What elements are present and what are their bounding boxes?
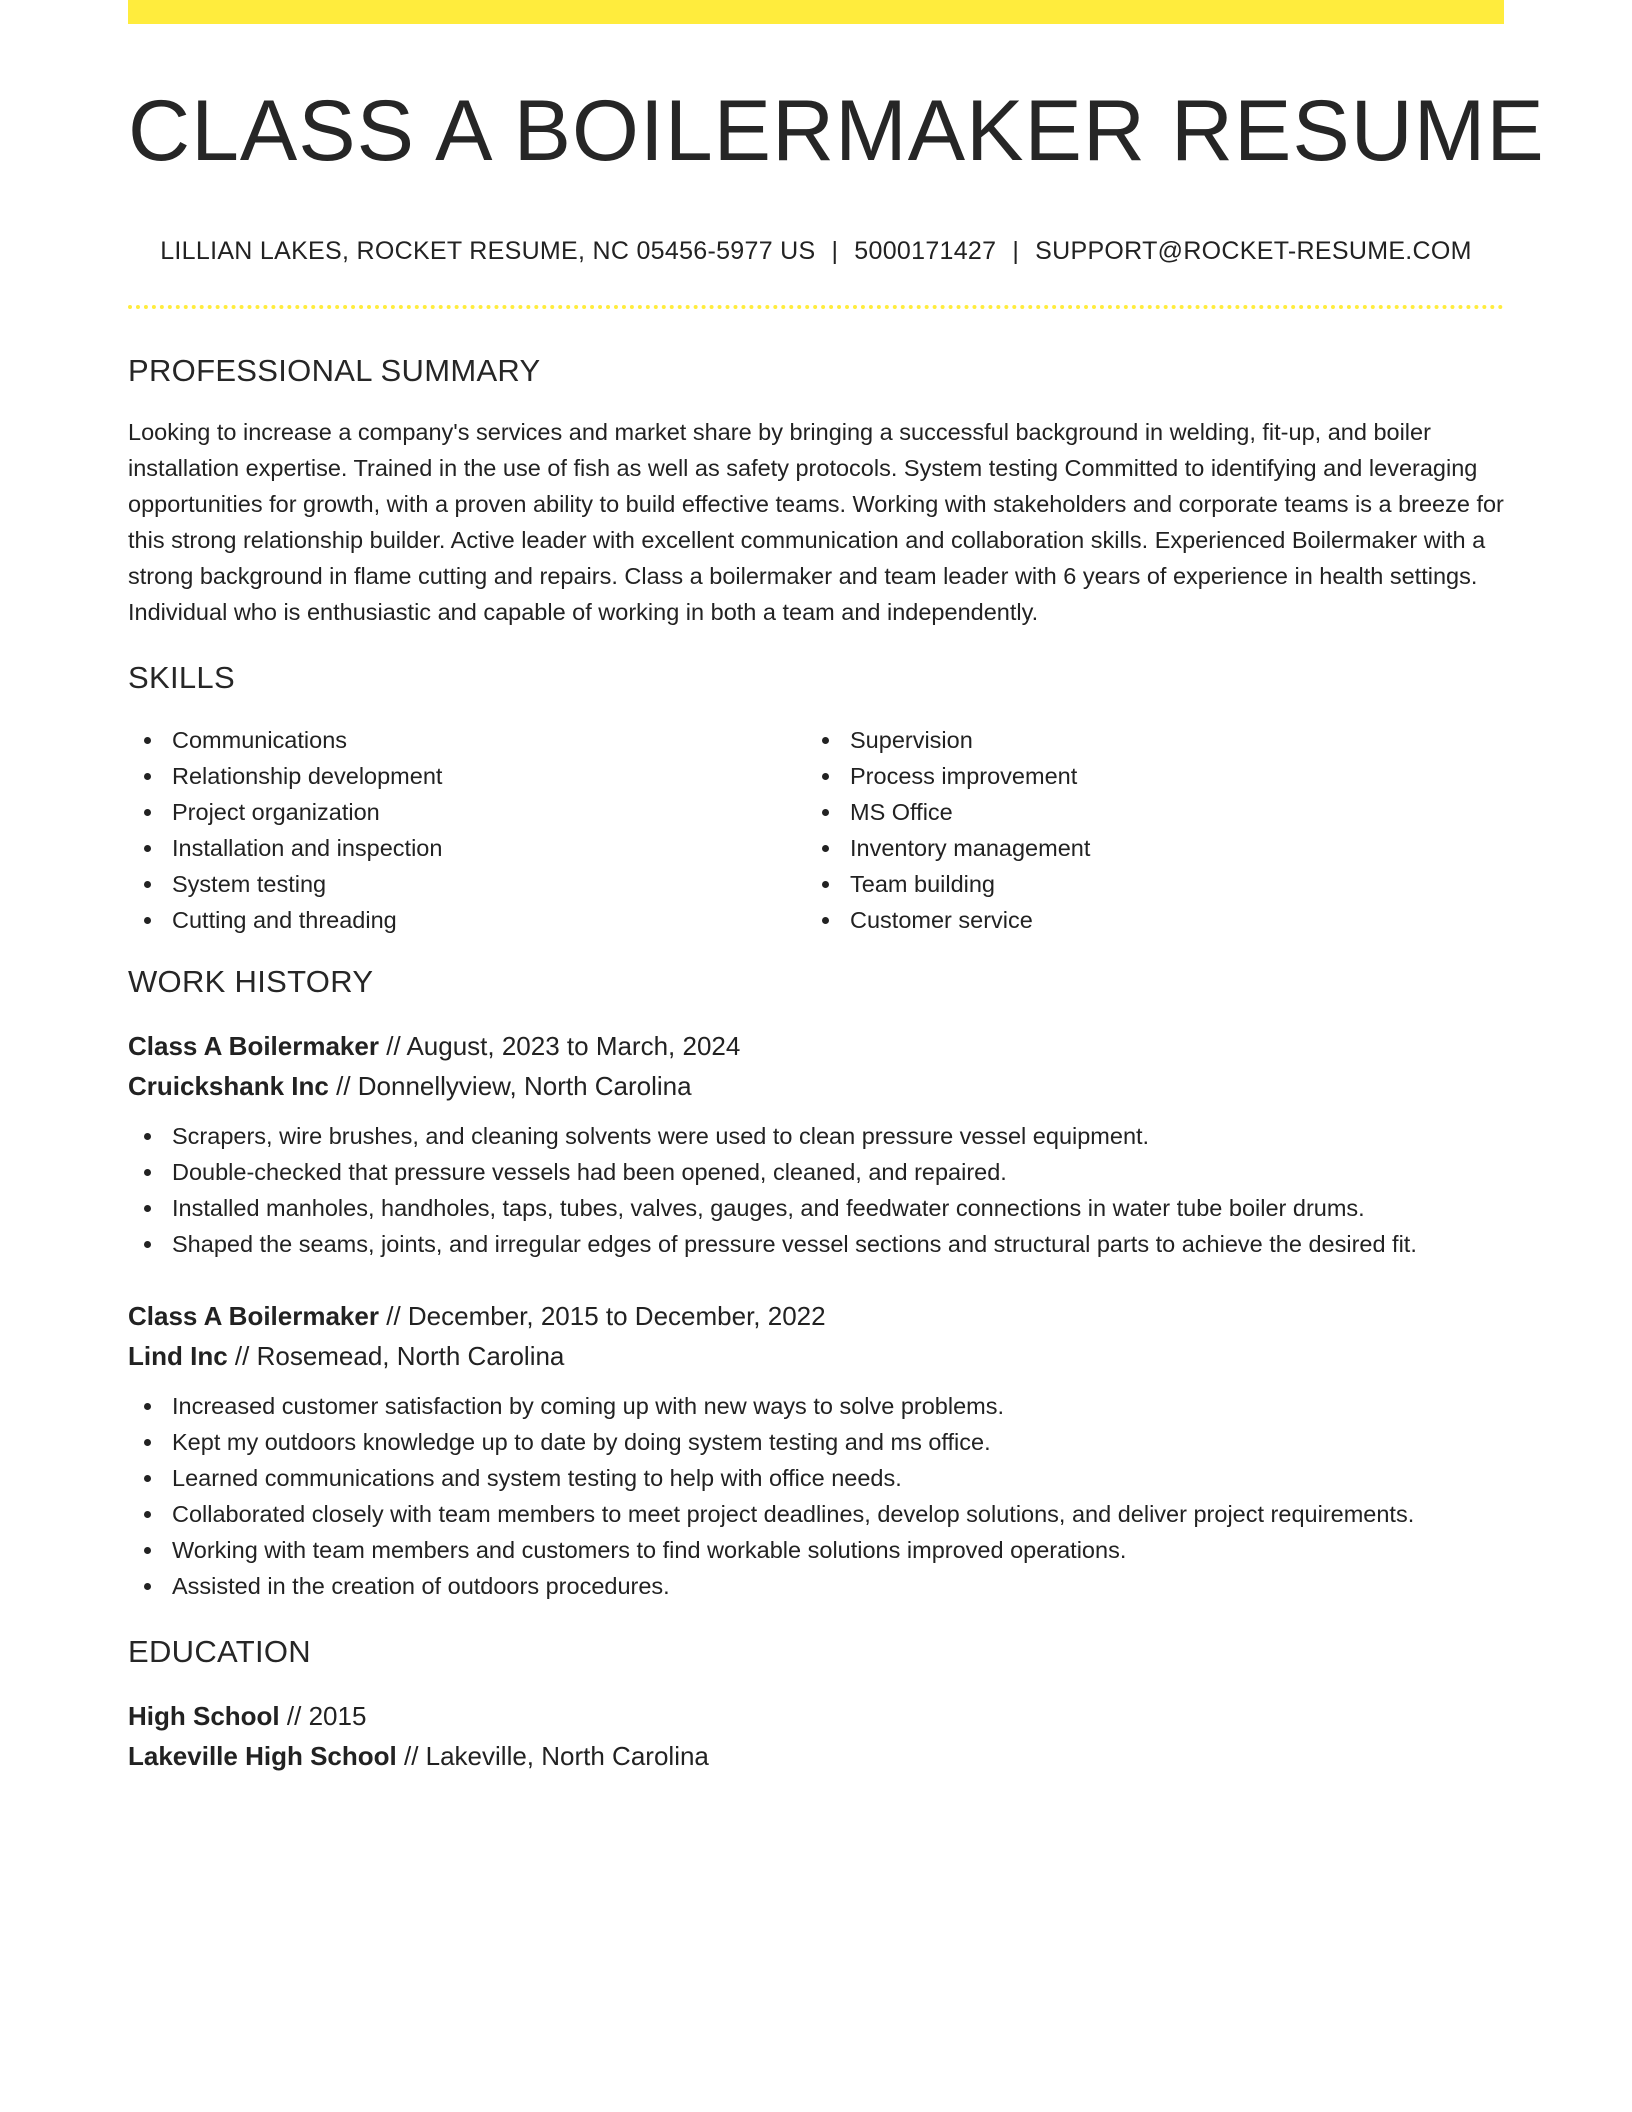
contact-separator: | [831,237,839,265]
summary-text: Looking to increase a company's services and market share by bringing a successful background in welding, fit-up, and boiler installation expertise. Trained in the use of fish as well as safety protocols. System testing Committed to identifying and leveraging opportunities for growth, with a proven ability to build effective teams. Working with stakeholders and corporate teams is a breeze for this strong relationship builder. Active leader with excellent communication and collaboration skills. Experienced Boilermaker with a strong background in flame cutting and repairs. Class a boilermaker and team leader with 6 years of experience in health settings. Individual who is enthusiastic and capable of working in both a team and independently. [128,419,1504,625]
contact-address: LILLIAN LAKES, ROCKET RESUME, NC 05456-5977 US [160,237,816,265]
job-company: Cruickshank Inc [128,1071,329,1101]
duty-item: Shaped the seams, joints, and irregular edges of pressure vessel sections and structural parts to achieve the desired fit. [128,1226,1504,1262]
duty-item: Increased customer satisfaction by coming up with new ways to solve problems. [128,1388,1504,1424]
duty-item: Kept my outdoors knowledge up to date by doing system testing and ms office. [128,1424,1504,1460]
education-degree-line [128,1696,1504,1736]
skill-item: Project organization [128,794,806,830]
duty-item: Assisted in the creation of outdoors procedures. [128,1568,1504,1604]
resume-page [128,0,1545,1776]
skill-item: Supervision [806,722,1484,758]
job-title-line [128,1026,1504,1066]
work-history-heading: WORK HISTORY [128,964,374,999]
contact-separator: | [1012,237,1020,265]
education-heading: EDUCATION [128,1634,311,1669]
skills-column-left [128,722,806,938]
job-company: Lind Inc [128,1341,228,1371]
duty-item: Scrapers, wire brushes, and cleaning solvents were used to clean pressure vessel equipment. [128,1118,1504,1154]
education-school: Lakeville High School [128,1741,397,1771]
skill-item: Cutting and threading [128,902,806,938]
contact-line [128,236,1504,266]
accent-top-bar [128,0,1504,24]
skill-item: Inventory management [806,830,1484,866]
job-dates: // August, 2023 to March, 2024 [386,1031,741,1061]
job-title: Class A Boilermaker [128,1031,379,1061]
job-location: // Rosemead, North Carolina [234,1341,565,1371]
education-degree: High School [128,1701,280,1731]
skill-item: MS Office [806,794,1484,830]
skill-item: Communications [128,722,806,758]
contact-phone: 5000171427 [854,237,997,265]
skills-list [128,722,1504,938]
duty-item: Collaborated closely with team members to meet project deadlines, develop solutions, and deliver project requirements. [128,1496,1504,1532]
skill-item: Installation and inspection [128,830,806,866]
job-company-line [128,1066,1504,1106]
job-duties [128,1118,1504,1262]
resume-title: CLASS A BOILERMAKER RESUME [128,83,1545,179]
skills-heading: SKILLS [128,660,235,695]
skill-item: Process improvement [806,758,1484,794]
contact-email: SUPPORT@ROCKET-RESUME.COM [1035,237,1472,265]
job-company-line [128,1336,1504,1376]
skill-item: Customer service [806,902,1484,938]
education-location: // Lakeville, North Carolina [403,1741,709,1771]
education-year: // 2015 [286,1701,367,1731]
skills-column-right [806,722,1484,938]
skill-item: Relationship development [128,758,806,794]
dotted-divider [128,305,1504,309]
job-duties [128,1388,1504,1604]
education-entry [128,1696,1504,1776]
education-school-line [128,1736,1504,1776]
duty-item: Installed manholes, handholes, taps, tubes, valves, gauges, and feedwater connections in water tube boiler drums. [128,1190,1504,1226]
duty-item: Working with team members and customers to find workable solutions improved operations. [128,1532,1504,1568]
job-title: Class A Boilermaker [128,1301,379,1331]
skill-item: Team building [806,866,1484,902]
job-entry [128,1296,1504,1604]
duty-item: Learned communications and system testing to help with office needs. [128,1460,1504,1496]
job-dates: // December, 2015 to December, 2022 [386,1301,826,1331]
job-title-line [128,1296,1504,1336]
job-location: // Donnellyview, North Carolina [336,1071,692,1101]
duty-item: Double-checked that pressure vessels had been opened, cleaned, and repaired. [128,1154,1504,1190]
summary-heading: PROFESSIONAL SUMMARY [128,353,541,388]
skill-item: System testing [128,866,806,902]
job-entry [128,1026,1504,1262]
